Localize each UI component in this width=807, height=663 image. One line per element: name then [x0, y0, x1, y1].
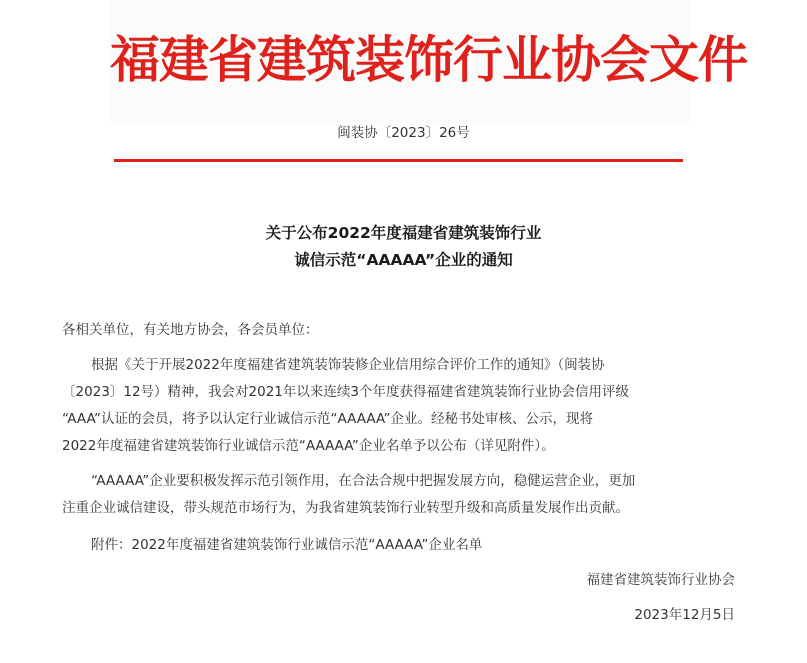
notice-title-line-1: 关于公布2022年度福建省建筑装饰行业 [265, 224, 542, 242]
salutation: 各相关单位，有关地方协会，各会员单位： [62, 322, 319, 338]
paragraph-2-line-2: 注重企业诚信建设，带头规范市场行为，为我省建筑装饰行业转型升级和高质量发展作出贡献。 [62, 500, 629, 516]
paragraph-1-line-1: 根据《关于开展2022年度福建省建筑装饰装修企业信用综合评价工作的通知》（闽装协 [91, 357, 605, 373]
paragraph-1-line-4: 2022年度福建省建筑装饰行业诚信示范“AAAAA”企业名单予以公布（详见附件）。 [62, 438, 555, 454]
masthead-title: 福建省建筑装饰行业协会文件 [110, 30, 747, 89]
masthead-banner [110, 0, 747, 122]
paragraph-1-line-2: 〔2023〕12号）精神，我会对2021年以来连续3个年度获得福建省建筑装饰行业协会信用评级 [62, 384, 629, 400]
paragraph-2-line-1: “AAAAA”企业要积极发挥示范引领作用，在合法合规中把握发展方向，稳健运营企业，更加 [91, 473, 636, 489]
attachment-line: 附件：2022年度福建省建筑装饰行业诚信示范“AAAAA”企业名单 [91, 537, 483, 553]
red-divider-line [114, 159, 683, 162]
issue-date: 2023年12月5日 [634, 607, 735, 623]
issuer-name: 福建省建筑装饰行业协会 [586, 572, 735, 588]
paragraph-1-line-3: “AAA”认证的会员，将予以认定行业诚信示范“AAAAA”企业。经秘书处审核、公示，现将 [62, 411, 594, 427]
document-number: 闽装协〔2023〕26号 [337, 125, 470, 141]
notice-title-line-2: 诚信示范“AAAAA”企业的通知 [294, 251, 513, 269]
